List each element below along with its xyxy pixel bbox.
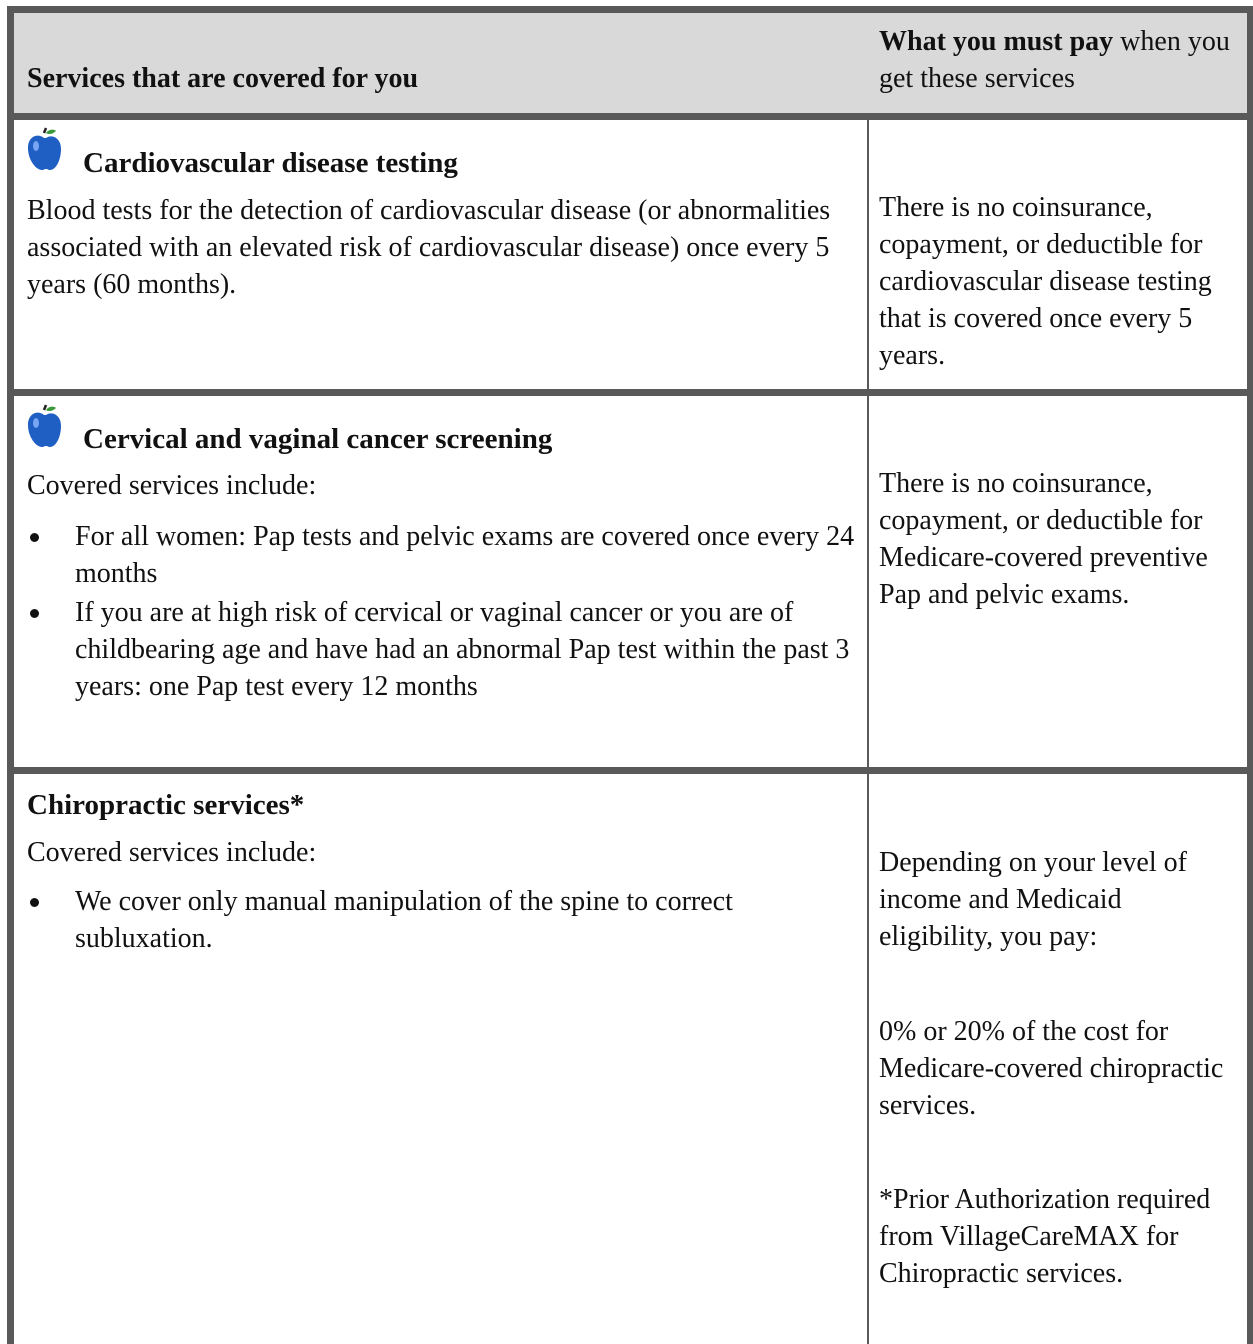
section-title-chiropractic: Chiropractic services* <box>27 789 305 821</box>
section-description-cardiovascular: Blood tests for the detection of cardiovascular disease (or abnormalities associated with an elevated risk of cardiovascular disease) once every 5 years (60 months). <box>27 195 831 300</box>
section-pay-cervical: There is no coinsurance, copayment, or deductible for Medicare-covered preventive Pap and pelvic exams. <box>879 468 1208 610</box>
table-right-border <box>1247 6 1253 1344</box>
section-title-cervical: Cervical and vaginal cancer screening <box>83 423 553 455</box>
apple-icon <box>25 127 63 173</box>
list-item-text: For all women: Pap tests and pelvic exams are covered once every 24 months <box>75 521 855 589</box>
header-what-you-pay-bold: What you must pay <box>879 26 1114 57</box>
section-pay-cardiovascular: There is no coinsurance, copayment, or deductible for cardiovascular disease testing that is covered once every 5 years. <box>879 192 1212 371</box>
column-divider-row1 <box>867 120 869 389</box>
row-divider-2 <box>7 767 1253 774</box>
header-what-you-pay <box>879 23 1239 97</box>
section-intro-chiropractic: Covered services include: <box>27 837 317 868</box>
bullet-icon <box>30 609 39 618</box>
header-services-covered: Services that are covered for you <box>27 63 419 94</box>
section-title-cardiovascular: Cardiovascular disease testing <box>83 147 458 179</box>
list-item <box>27 883 859 957</box>
list-item <box>27 594 859 705</box>
column-divider-row3 <box>867 774 869 1344</box>
table-top-border <box>7 6 1253 13</box>
list-item <box>27 518 859 592</box>
header-bottom-border <box>7 113 1253 120</box>
apple-icon <box>25 404 63 450</box>
list-item-text: If you are at high risk of cervical or vaginal cancer or you are of childbearing age and have had an abnormal Pap test within the past 3 years: one Pap test every 12 months <box>75 597 850 702</box>
table-left-border <box>7 6 14 1344</box>
header-what-you-pay-rest: when you get these services <box>879 26 1230 94</box>
list-item-text: We cover only manual manipulation of the spine to correct subluxation. <box>75 886 733 954</box>
section-pay-chiropractic-2: 0% or 20% of the cost for Medicare-covered chiropractic services. <box>879 1016 1224 1121</box>
bullet-icon <box>30 898 39 907</box>
bullet-icon <box>30 533 39 542</box>
section-pay-chiropractic-1: Depending on your level of income and Medicaid eligibility, you pay: <box>879 847 1187 952</box>
section-intro-cervical: Covered services include: <box>27 470 317 501</box>
section-pay-chiropractic-3: *Prior Authorization required from VillageCareMAX for Chiropractic services. <box>879 1184 1211 1289</box>
bullet-list-cervical <box>27 518 859 707</box>
bullet-list-chiropractic <box>27 883 859 959</box>
row-divider-1 <box>7 389 1253 396</box>
column-divider-row2 <box>867 396 869 767</box>
